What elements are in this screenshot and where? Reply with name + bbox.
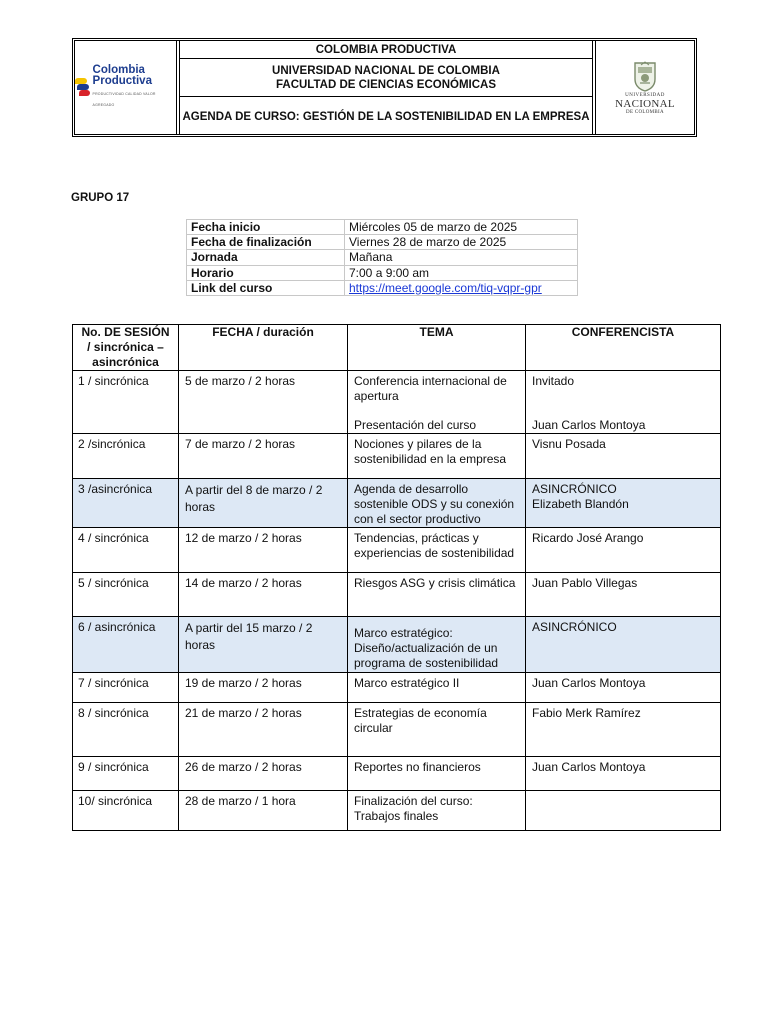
session-cell: 4 / sincrónica	[73, 528, 179, 573]
table-row	[73, 673, 721, 703]
date-cell: A partir del 15 marzo / 2 horas	[179, 617, 348, 673]
topic-cell	[348, 371, 526, 434]
date-cell: A partir del 8 de marzo / 2 horas	[179, 479, 348, 528]
date-cell: 7 de marzo / 2 horas	[179, 434, 348, 479]
info-key: Fecha de finalización	[187, 235, 345, 250]
session-cell: 5 / sincrónica	[73, 573, 179, 617]
table-row	[73, 434, 721, 479]
date-cell: 21 de marzo / 2 horas	[179, 703, 348, 757]
table-row	[73, 791, 721, 831]
session-cell: 1 / sincrónica	[73, 371, 179, 434]
topic-text: Conferencia internacional de apertura	[354, 374, 507, 403]
topic-cell: Nociones y pilares de la sostenibilidad en la empresa	[348, 434, 526, 479]
title-faculty: FACULTAD DE CIENCIAS ECONÓMICAS	[276, 78, 496, 91]
info-row	[187, 220, 578, 235]
universidad-nacional-logo: UNIVERSIDAD NACIONAL DE COLOMBIA	[595, 41, 694, 134]
speaker-cell	[526, 371, 721, 434]
info-row	[187, 265, 578, 280]
speaker-cell: Ricardo José Arango	[526, 528, 721, 573]
speaker-cell: Juan Carlos Montoya	[526, 673, 721, 703]
topic-cell: Estrategias de economía circular	[348, 703, 526, 757]
topic-cell: Marco estratégico II	[348, 673, 526, 703]
topic-text-secondary: Presentación del curso	[354, 418, 477, 432]
topic-cell: Agenda de desarrollo sostenible ODS y su conexión con el sector productivo	[348, 479, 526, 528]
date-cell: 19 de marzo / 2 horas	[179, 673, 348, 703]
topic-cell: Finalización del curso: Trabajos finales	[348, 791, 526, 831]
table-row	[73, 479, 721, 528]
speaker-cell: Fabio Merk Ramírez	[526, 703, 721, 757]
table-row	[73, 573, 721, 617]
date-cell: 5 de marzo / 2 horas	[179, 371, 348, 434]
info-row	[187, 280, 578, 295]
session-cell: 10/ sincrónica	[73, 791, 179, 831]
group-label: GRUPO 17	[71, 192, 130, 204]
info-row	[187, 250, 578, 265]
info-key: Horario	[187, 265, 345, 280]
session-cell: 7 / sincrónica	[73, 673, 179, 703]
colombia-productiva-logo: Colombia Productiva PRODUCTIVIDAD CALIDAD VALOR AGREGADO	[75, 41, 177, 134]
info-row	[187, 235, 578, 250]
info-key: Fecha inicio	[187, 220, 345, 235]
title-course-agenda: AGENDA DE CURSO: GESTIÓN DE LA SOSTENIBILIDAD EN LA EMPRESA	[182, 110, 590, 123]
title-colombia-productiva: COLOMBIA PRODUCTIVA	[315, 43, 457, 56]
info-value: Viernes 28 de marzo de 2025	[345, 235, 578, 250]
date-cell: 28 de marzo / 1 hora	[179, 791, 348, 831]
table-row	[73, 371, 721, 434]
session-cell: 3 /asincrónica	[73, 479, 179, 528]
column-header-date: FECHA / duración	[179, 325, 348, 371]
info-value: Mañana	[345, 250, 578, 265]
topic-cell: Riesgos ASG y crisis climática	[348, 573, 526, 617]
speaker-text: ASINCRÓNICO	[532, 482, 617, 496]
speaker-cell: ASINCRÓNICO	[526, 617, 721, 673]
session-cell: 6 / asincrónica	[73, 617, 179, 673]
sessions-table	[72, 324, 721, 831]
info-value: Miércoles 05 de marzo de 2025	[345, 220, 578, 235]
session-cell: 9 / sincrónica	[73, 757, 179, 791]
date-cell: 14 de marzo / 2 horas	[179, 573, 348, 617]
table-row	[73, 528, 721, 573]
info-key: Jornada	[187, 250, 345, 265]
date-cell: 26 de marzo / 2 horas	[179, 757, 348, 791]
course-info-table	[186, 219, 578, 296]
colombia-productiva-mark-icon	[75, 78, 91, 98]
topic-cell: Marco estratégico: Diseño/actualización de un programa de sostenibilidad	[348, 617, 526, 673]
table-row	[73, 703, 721, 757]
session-cell: 2 /sincrónica	[73, 434, 179, 479]
column-header-session: No. DE SESIÓN / sincrónica – asincrónica	[73, 325, 179, 371]
column-header-speaker: CONFERENCISTA	[526, 325, 721, 371]
table-row	[73, 617, 721, 673]
table-row	[73, 757, 721, 791]
speaker-text-secondary: Elizabeth Blandón	[532, 497, 629, 511]
title-university: UNIVERSIDAD NACIONAL DE COLOMBIA	[272, 64, 500, 77]
speaker-cell: Juan Pablo Villegas	[526, 573, 721, 617]
speaker-text-secondary: Juan Carlos Montoya	[532, 418, 646, 432]
university-seal-icon	[632, 61, 658, 93]
table-header-row	[73, 325, 721, 371]
topic-cell: Reportes no financieros	[348, 757, 526, 791]
speaker-text: Invitado	[532, 374, 575, 388]
speaker-cell: Juan Carlos Montoya	[526, 757, 721, 791]
speaker-cell	[526, 791, 721, 831]
info-value: 7:00 a 9:00 am	[345, 265, 578, 280]
column-header-topic: TEMA	[348, 325, 526, 371]
topic-cell: Tendencias, prácticas y experiencias de sostenibilidad	[348, 528, 526, 573]
speaker-cell	[526, 479, 721, 528]
date-cell: 12 de marzo / 2 horas	[179, 528, 348, 573]
document-header	[72, 38, 697, 137]
course-link[interactable]: https://meet.google.com/tiq-vqpr-gpr	[349, 280, 542, 295]
header-titles	[179, 41, 593, 134]
session-cell: 8 / sincrónica	[73, 703, 179, 757]
info-key: Link del curso	[187, 280, 345, 295]
speaker-cell: Visnu Posada	[526, 434, 721, 479]
